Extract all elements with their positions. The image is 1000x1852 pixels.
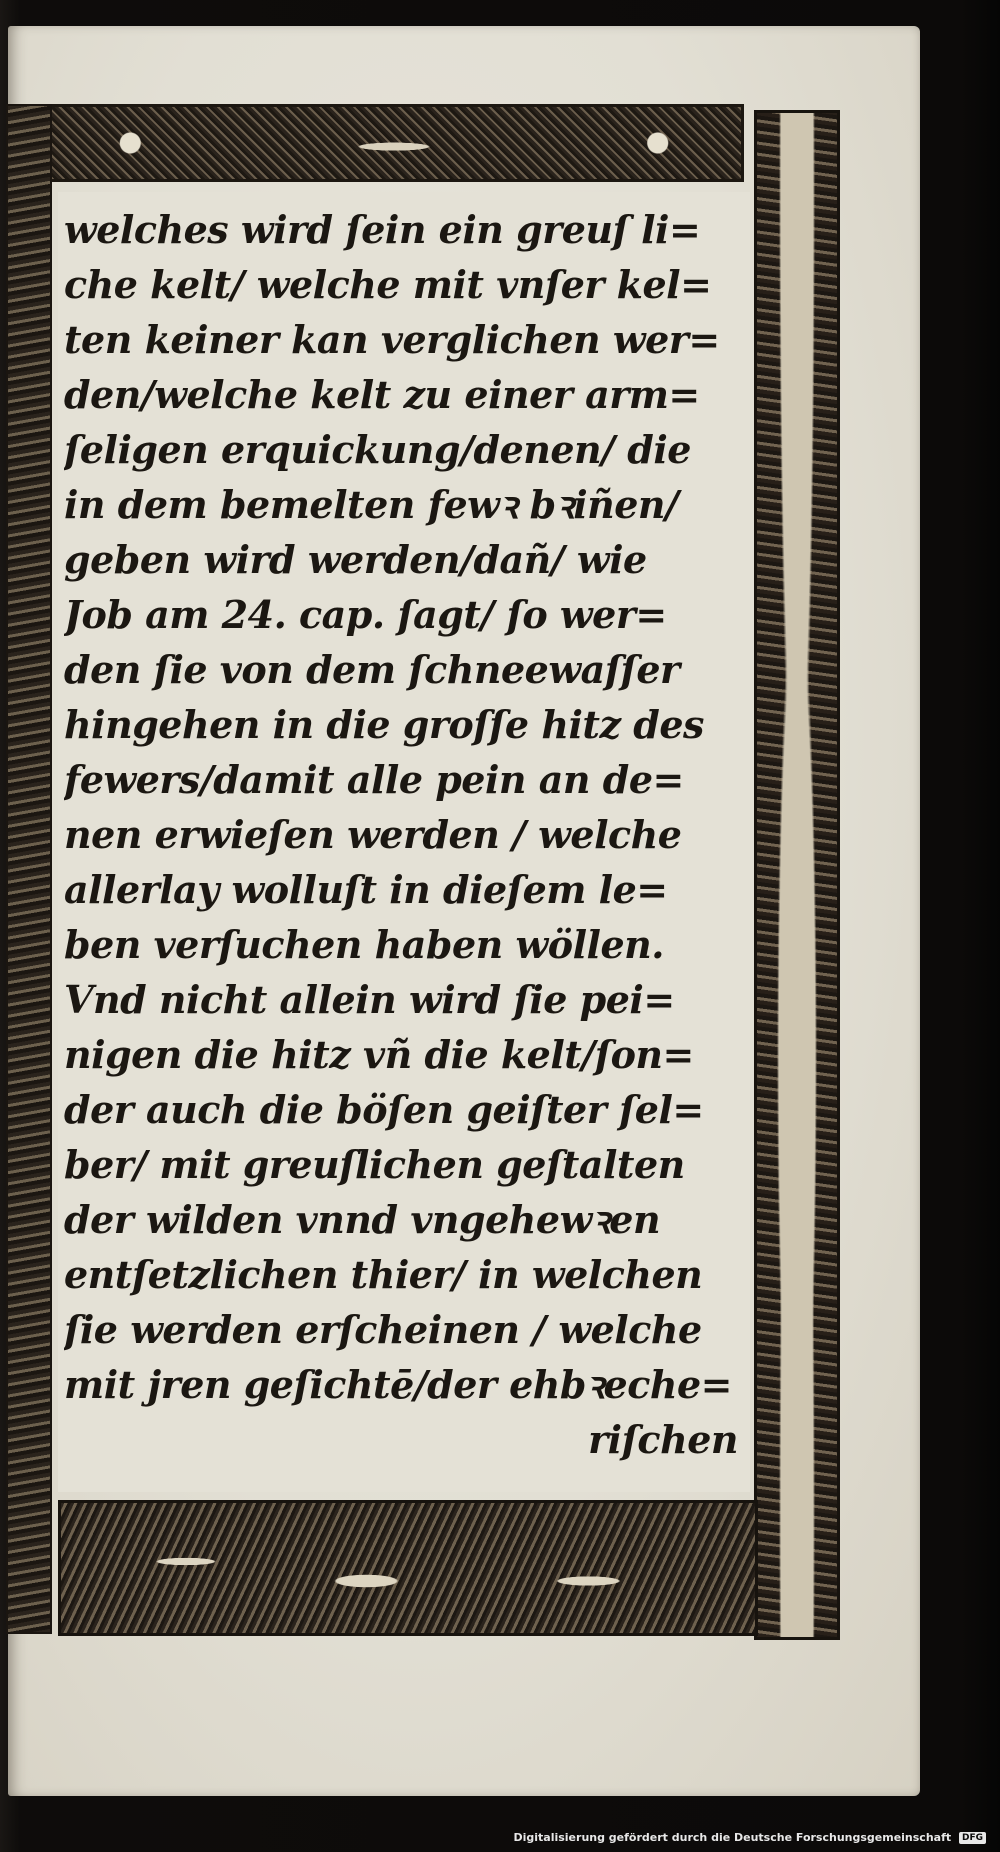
- credit-text: Digitalisierung gefördert durch die Deutsche Forschungsgemeinschaft: [513, 1831, 952, 1844]
- body-text: [58, 192, 750, 1492]
- text-line: nigen die hitz vñ die kelt/ſon=: [64, 1032, 694, 1077]
- text-line: entſetzlichen thier/ in welchen: [64, 1252, 703, 1297]
- text-line: ben verſuchen haben wöllen.: [64, 922, 664, 967]
- text-line: Vnd nicht allein wird ſie pei=: [64, 977, 675, 1022]
- text-line: nen erwieſen werden / welche: [64, 812, 682, 857]
- text-line: ten keiner kan verglichen wer=: [64, 317, 720, 362]
- text-line: ſie werden erſcheinen / welche: [64, 1307, 702, 1352]
- text-line: ber/ mit greuſlichen geſtalten: [64, 1142, 685, 1187]
- text-line: den ſie von dem ſchneewaſſer: [64, 647, 680, 692]
- catchword: riſchen: [588, 1417, 738, 1462]
- woodcut-border-right: [754, 110, 840, 1640]
- text-line: mit jren geſichtē/der ehbꝛeche=: [64, 1362, 732, 1407]
- text-line: welches wird ſein ein greuſ li=: [64, 207, 701, 252]
- digitization-credit: [513, 1831, 986, 1844]
- text-line: der auch die böſen geiſter ſel=: [64, 1087, 704, 1132]
- woodcut-border-top: [44, 104, 744, 182]
- woodcut-border-bottom: [58, 1500, 758, 1636]
- text-line: Job am 24. cap. ſagt/ ſo wer=: [64, 592, 667, 637]
- text-line: den/welche kelt zu einer arm=: [64, 372, 700, 417]
- dfg-logo-icon: DFG: [959, 1832, 986, 1844]
- text-line: fewers/damit alle pein an de=: [64, 757, 684, 802]
- text-line: hingehen in die groſſe hitz des: [64, 702, 704, 747]
- text-line: in dem bemelten fewꝛ bꝛiñen/: [64, 482, 679, 527]
- text-line: der wilden vnnd vngehewꝛen: [64, 1197, 661, 1242]
- text-line: ſeligen erquickung/denen/ die: [64, 427, 691, 472]
- text-line: che kelt/ welche mit vnſer kel=: [64, 262, 712, 307]
- text-line: geben wird werden/dañ/ wie: [64, 537, 647, 582]
- text-line: allerlay wolluſt in dieſem le=: [64, 867, 668, 912]
- woodcut-border-left: [6, 104, 52, 1634]
